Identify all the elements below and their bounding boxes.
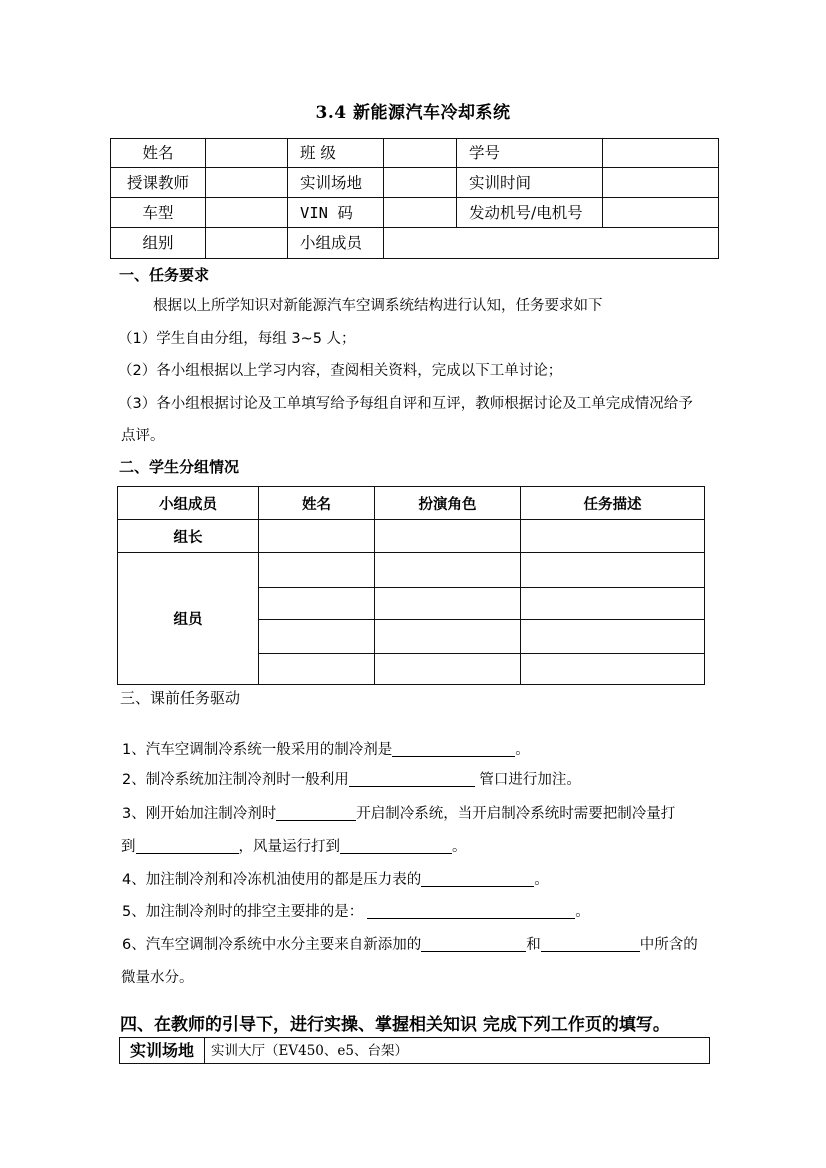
- answer-blank[interactable]: [340, 838, 452, 854]
- requirement-item: （3）各小组根据讨论及工单填写给予每组自评和互评，教师根据讨论及工单完成情况给予: [118, 396, 693, 412]
- question-text: 3、刚开始加注制冷剂时: [122, 806, 277, 822]
- leader-task-cell[interactable]: [521, 520, 705, 553]
- question-text: 。: [534, 872, 549, 888]
- member-label: 组员: [118, 553, 259, 685]
- answer-blank[interactable]: [392, 741, 515, 757]
- section1-intro: 根据以上所学知识对新能源汽车空调系统结构进行认知，任务要求如下: [153, 298, 603, 314]
- student-id-value-cell[interactable]: [603, 139, 719, 168]
- member-role-cell[interactable]: [375, 553, 521, 588]
- question-text: 。: [515, 742, 530, 758]
- question-text: 。: [452, 839, 467, 855]
- question-1: [122, 740, 530, 760]
- teacher-value-cell[interactable]: [206, 168, 288, 198]
- question-text: 管口进行加注。: [474, 772, 581, 788]
- member-task-cell[interactable]: [521, 620, 705, 654]
- page-title: 3.4 新能源汽车冷却系统: [315, 103, 511, 123]
- info-row: [111, 139, 719, 168]
- group-members-value-cell[interactable]: [384, 228, 719, 259]
- question-text: 中所含的: [639, 937, 698, 953]
- question-text: 5、加注制冷剂时的排空主要排的是：: [122, 904, 364, 920]
- question-text: 到: [121, 839, 136, 855]
- leader-name-cell[interactable]: [259, 520, 375, 553]
- answer-blank[interactable]: [421, 871, 534, 887]
- member-name-cell[interactable]: [259, 588, 375, 620]
- question-text: 。: [575, 904, 590, 920]
- requirement-item: （1）学生自由分组，每组 3~5 人；: [118, 331, 356, 347]
- info-row: [111, 198, 719, 228]
- group-value-cell[interactable]: [206, 228, 288, 259]
- answer-blank[interactable]: [136, 838, 239, 854]
- class-value-cell[interactable]: [384, 139, 457, 168]
- student-info-table: [110, 138, 719, 259]
- group-table: [117, 486, 705, 685]
- student-id-label: 学号: [457, 139, 603, 168]
- training-site-value-cell[interactable]: [384, 168, 457, 198]
- question-text: ，风量运行打到: [238, 839, 340, 855]
- training-site-label: 实训场地: [120, 1038, 205, 1064]
- group-label: 组别: [111, 228, 206, 259]
- teacher-label: 授课教师: [111, 168, 206, 198]
- member-task-cell[interactable]: [521, 654, 705, 685]
- header-group-member: 小组成员: [118, 487, 259, 520]
- member-role-cell[interactable]: [375, 620, 521, 654]
- leader-label: 组长: [118, 520, 259, 553]
- answer-blank[interactable]: [367, 903, 575, 919]
- question-6: [122, 935, 698, 955]
- training-site-row: [120, 1038, 710, 1064]
- member-name-cell[interactable]: [259, 620, 375, 654]
- training-time-value-cell[interactable]: [603, 168, 719, 198]
- leader-role-cell[interactable]: [375, 520, 521, 553]
- info-row: [111, 168, 719, 198]
- training-site-table: [119, 1037, 710, 1064]
- answer-blank[interactable]: [421, 936, 526, 952]
- member-name-cell[interactable]: [259, 654, 375, 685]
- question-3: [122, 804, 675, 824]
- question-text: 和: [526, 937, 541, 953]
- section2-heading: 二、学生分组情况: [119, 458, 240, 476]
- question-6-continuation: [121, 968, 194, 988]
- member-name-cell[interactable]: [259, 553, 375, 588]
- member-task-cell[interactable]: [521, 588, 705, 620]
- vehicle-model-label: 车型: [111, 198, 206, 228]
- question-3-continuation: [121, 837, 467, 857]
- training-site-label: 实训场地: [288, 168, 384, 198]
- requirement-item-continuation: 点评。: [121, 428, 165, 444]
- question-text: 微量水分。: [121, 970, 194, 986]
- answer-blank[interactable]: [349, 771, 475, 787]
- name-value-cell[interactable]: [206, 139, 288, 168]
- member-role-cell[interactable]: [375, 654, 521, 685]
- question-text: 4、加注制冷剂和冷冻机油使用的都是压力表的: [122, 872, 422, 888]
- name-label: 姓名: [111, 139, 206, 168]
- member-task-cell[interactable]: [521, 553, 705, 588]
- vehicle-model-value-cell[interactable]: [206, 198, 288, 228]
- engine-motor-no-value-cell[interactable]: [603, 198, 719, 228]
- question-text: 开启制冷系统，当开启制冷系统时需要把制冷量打: [356, 806, 676, 822]
- vin-label: VIN 码: [288, 198, 384, 228]
- training-site-value: 实训大厅（EV450、e5、台架）: [205, 1038, 710, 1064]
- header-task-description: 任务描述: [521, 487, 705, 520]
- class-label: 班 级: [288, 139, 384, 168]
- answer-blank[interactable]: [276, 805, 356, 821]
- answer-blank[interactable]: [541, 936, 640, 952]
- engine-motor-no-label: 发动机号/电机号: [457, 198, 603, 228]
- header-role: 扮演角色: [375, 487, 521, 520]
- question-text: 1、汽车空调制冷系统一般采用的制冷剂是: [122, 742, 393, 758]
- question-2: [122, 770, 581, 790]
- member-role-cell[interactable]: [375, 588, 521, 620]
- question-4: [122, 870, 549, 890]
- member-row: [118, 553, 705, 588]
- question-5: [122, 902, 590, 922]
- leader-row: [118, 520, 705, 553]
- info-row: [111, 228, 719, 259]
- question-text: 2、制冷系统加注制冷剂时一般利用: [122, 772, 349, 788]
- training-time-label: 实训时间: [457, 168, 603, 198]
- question-text: 6、汽车空调制冷系统中水分主要来自新添加的: [122, 937, 422, 953]
- section3-heading: 三、课前任务驱动: [120, 689, 241, 707]
- header-name: 姓名: [259, 487, 375, 520]
- section1-heading: 一、任务要求: [119, 266, 210, 284]
- section4-heading: 四、在教师的引导下，进行实操、掌握相关知识 完成下列工作页的填写。: [120, 1015, 670, 1035]
- group-table-header-row: [118, 487, 705, 520]
- requirement-item: （2）各小组根据以上学习内容，查阅相关资料，完成以下工单讨论；: [118, 363, 563, 379]
- vin-value-cell[interactable]: [384, 198, 457, 228]
- group-members-label: 小组成员: [288, 228, 384, 259]
